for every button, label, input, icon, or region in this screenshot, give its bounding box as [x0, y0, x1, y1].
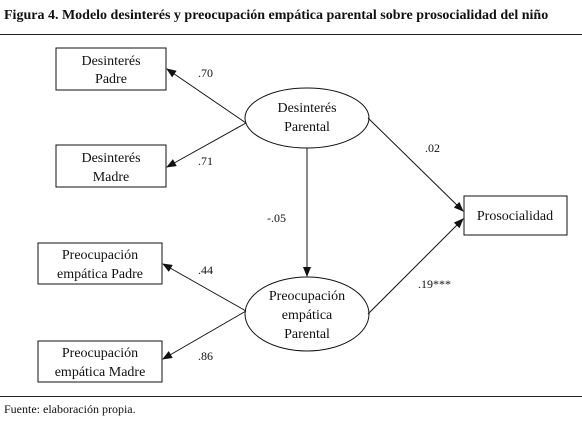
path-preocupacion-to-prosocialidad	[368, 219, 463, 314]
node-preocupacion-madre-line2: empática Madre	[54, 365, 146, 380]
coef-preocupacion-madre: .86	[198, 349, 213, 363]
path-desinteres-to-prosocialidad	[368, 118, 463, 211]
node-preocupacion-madre	[38, 341, 162, 382]
node-desinteres-madre	[56, 145, 166, 187]
coef-desinteres-preocupacion: -.05	[267, 211, 286, 225]
node-desinteres-padre-line2: Padre	[95, 72, 127, 87]
bottom-rule	[0, 396, 582, 397]
coef-desinteres-padre: .70	[198, 66, 213, 80]
node-preocupacion-padre-line2: empática Padre	[57, 267, 143, 282]
node-prosocialidad	[464, 196, 567, 235]
coef-desinteres-madre: .71	[198, 154, 213, 168]
coef-desinteres-prosocialidad: .02	[425, 141, 440, 155]
figure-title: Figura 4. Modelo desinterés y preocupación empática parental sobre prosocialidad del niño	[4, 8, 549, 23]
coef-preocupacion-padre: .44	[198, 263, 213, 277]
node-preocupacion-parental-line2: empática	[281, 308, 333, 323]
node-preocupacion-padre	[38, 243, 162, 284]
node-preocupacion-parental	[245, 277, 369, 351]
node-preocupacion-parental-line1: Preocupación	[268, 289, 346, 304]
node-prosocialidad-label: Prosocialidad	[476, 209, 554, 224]
coef-preocupacion-prosocialidad: .19***	[418, 277, 451, 291]
node-desinteres-parental-line2: Parental	[284, 120, 330, 135]
node-preocupacion-madre-line1: Preocupación	[61, 346, 139, 361]
node-desinteres-madre-line1: Desinterés	[81, 151, 141, 166]
figure-source: Fuente: elaboración propia.	[4, 402, 136, 416]
node-desinteres-parental	[245, 88, 369, 148]
node-desinteres-padre-line1: Desinterés	[81, 54, 141, 69]
node-desinteres-madre-line2: Madre	[92, 170, 130, 185]
node-desinteres-padre	[56, 48, 166, 90]
node-preocupacion-parental-line3: Parental	[284, 327, 330, 342]
node-preocupacion-padre-line1: Preocupación	[61, 248, 139, 263]
node-desinteres-parental-line1: Desinterés	[277, 101, 337, 116]
